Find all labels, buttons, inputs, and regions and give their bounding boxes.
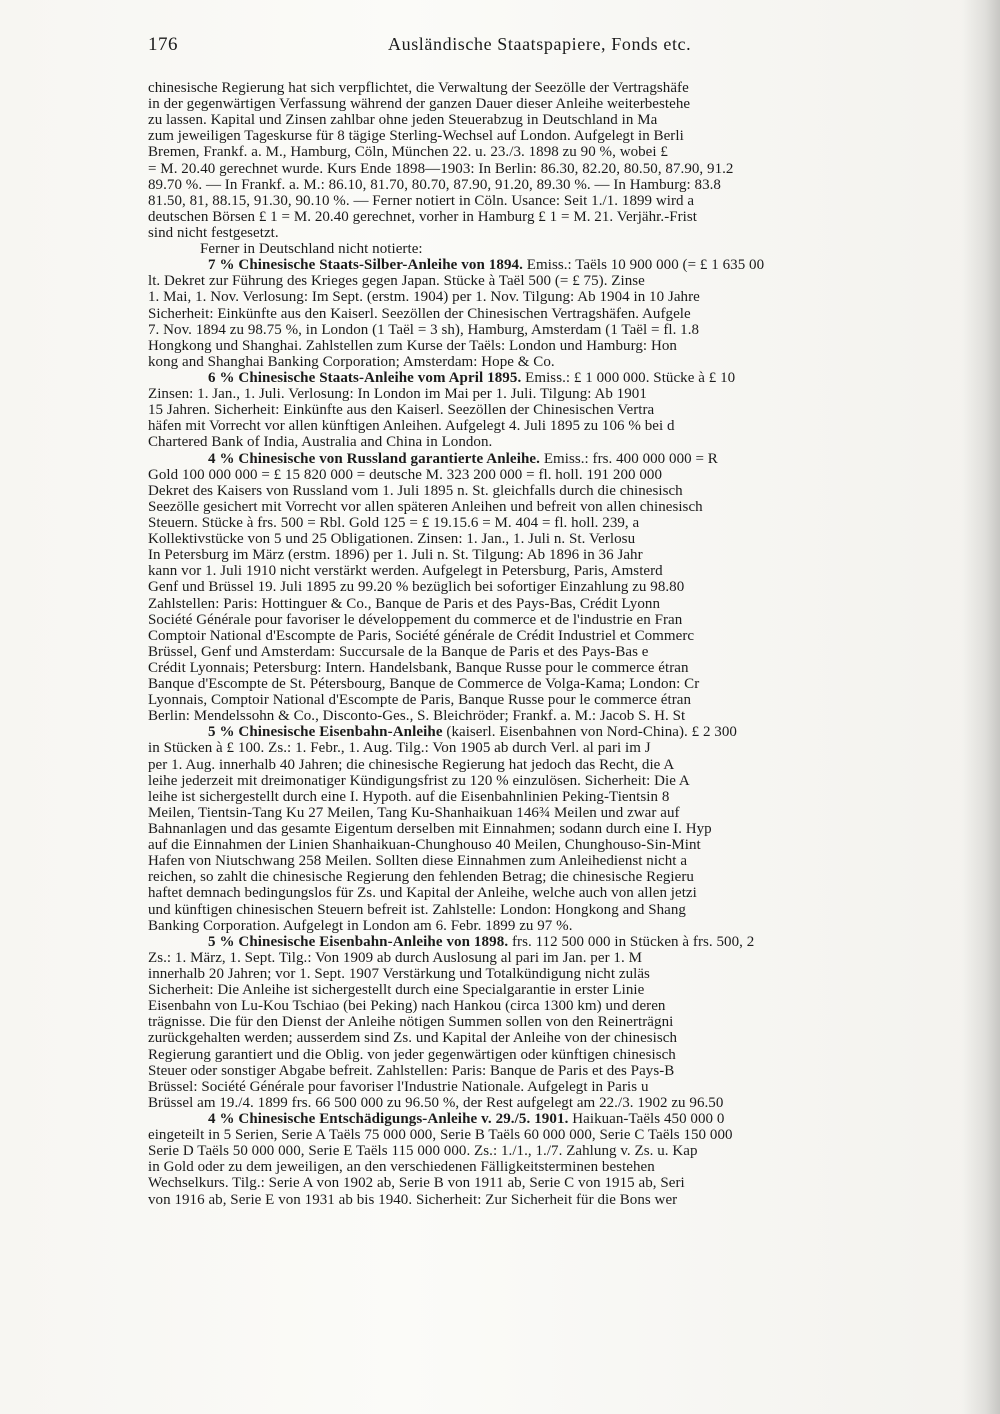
text-line bbox=[148, 177, 948, 193]
text-line bbox=[148, 193, 948, 209]
text-line bbox=[148, 225, 948, 241]
line-text: trägnisse. Die für den Dienst der Anleihe nötigen Summen sollen von den Reinerträgni bbox=[148, 1014, 674, 1031]
section-heading: 5 % Chinesische Eisenbahn-Anleihe bbox=[208, 724, 443, 741]
line-text: zu lassen. Kapital und Zinsen zahlbar ohne jeden Steuerabzug in Deutschland in Ma bbox=[148, 112, 658, 129]
text-line bbox=[148, 1063, 948, 1079]
line-text: Chartered Bank of India, Australia and China in London. bbox=[148, 434, 493, 451]
line-text: und künftigen chinesischen Steuern befreit ist. Zahlstelle: London: Hongkong and Shang bbox=[148, 901, 686, 918]
line-text: Zinsen: 1. Jan., 1. Juli. Verlosung: In London im Mai per 1. Juli. Tilgung: Ab 1901 bbox=[148, 386, 647, 403]
line-text: 15 Jahren. Sicherheit: Einkünfte aus den Kaiserl. Seezöllen der Chinesischen Vertra bbox=[148, 402, 655, 419]
text-line bbox=[148, 289, 948, 305]
line-text: Zs.: 1. März, 1. Sept. Tilg.: Von 1909 ab durch Auslosung al pari im Jan. per 1. M bbox=[148, 949, 642, 966]
text-line bbox=[148, 1047, 948, 1063]
text-line bbox=[148, 386, 948, 402]
line-text: 89.70 %. — In Frankf. a. M.: 86.10, 81.70, 80.70, 87.90, 91.20, 89.30 %. — In Hamburg: 83.8 bbox=[148, 176, 721, 193]
text-line bbox=[148, 531, 948, 547]
line-text: per 1. Aug. innerhalb 40 Jahren; die chinesische Regierung hat jedoch das Recht, die A bbox=[148, 756, 675, 773]
line-text: in der gegenwärtigen Verfassung während der ganzen Dauer dieser Anleihe weiterbestehe bbox=[148, 96, 691, 113]
text-line bbox=[148, 144, 948, 160]
section-heading-line bbox=[148, 1111, 948, 1127]
line-text: Eisenbahn von Lu-Kou Tschiao (bei Peking) nach Hankou (circa 1300 km) und deren bbox=[148, 998, 666, 1015]
line-text: Emiss.: £ 1 000 000. Stücke à £ 10 bbox=[521, 369, 736, 386]
text-line bbox=[148, 354, 948, 370]
line-text: Crédit Lyonnais; Petersburg: Intern. Handelsbank, Banque Russe pour le commerce étran bbox=[148, 659, 689, 676]
line-text: 1. Mai, 1. Nov. Verlosung: Im Sept. (erstm. 1904) per 1. Nov. Tilgung: Ab 1904 in 10 Jahre bbox=[148, 289, 700, 306]
text-line bbox=[148, 918, 948, 934]
line-text: Comptoir National d'Escompte de Paris, Société générale de Crédit Industriel et Commerc bbox=[148, 627, 695, 644]
section-heading-line bbox=[148, 451, 948, 467]
line-text: Zahlstellen: Paris: Hottinguer & Co., Banque de Paris et des Pays-Bas, Crédit Lyonn bbox=[148, 595, 660, 612]
line-text: In Petersburg im März (erstm. 1896) per 1. Juli n. St. Tilgung: Ab 1896 in 36 Jahr bbox=[148, 547, 643, 564]
line-text: in Gold oder zu dem jeweiligen, an den verschiedenen Fälligkeitsterminen bestehen bbox=[148, 1159, 655, 1176]
text-line bbox=[148, 209, 948, 225]
line-text: haftet demnach bedingungslos für Zs. und Kapital der Anleihe, welche auch von allen jetzi bbox=[148, 885, 697, 902]
text-line bbox=[148, 80, 948, 96]
line-text: Brüssel: Société Générale pour favoriser l'Industrie Nationale. Aufgelegt in Paris u bbox=[148, 1078, 649, 1095]
text-line bbox=[148, 966, 948, 982]
text-line bbox=[148, 950, 948, 966]
line-text: Ferner in Deutschland nicht notierte: bbox=[200, 241, 423, 258]
text-line bbox=[148, 96, 948, 112]
line-text: Steuern. Stücke à frs. 500 = Rbl. Gold 125 = £ 19.15.6 = M. 404 = fl. holl. 239, a bbox=[148, 514, 640, 531]
text-line bbox=[148, 1127, 948, 1143]
text-line bbox=[148, 902, 948, 918]
line-text: in Stücken à £ 100. Zs.: 1. Febr., 1. Aug. Tilg.: Von 1905 ab durch Verl. al pari im J bbox=[148, 740, 651, 757]
text-line bbox=[148, 515, 948, 531]
section-heading-line bbox=[148, 257, 948, 273]
line-text: Emiss.: Taëls 10 900 000 (= £ 1 635 00 bbox=[523, 257, 765, 274]
line-text: Serie D Taëls 50 000 000, Serie E Taëls 115 000 000. Zs.: 1./1., 1./7. Zahlung v. Zs. u. Kap bbox=[148, 1143, 698, 1160]
text-line bbox=[148, 837, 948, 853]
text-line bbox=[148, 499, 948, 515]
text-line bbox=[148, 322, 948, 338]
text-line bbox=[148, 402, 948, 418]
line-text: Banking Corporation. Aufgelegt in London am 6. Febr. 1899 zu 97 %. bbox=[148, 917, 573, 934]
section-heading: 4 % Chinesische von Russland garantierte Anleihe. bbox=[208, 450, 541, 467]
line-text: sind nicht festgesetzt. bbox=[148, 224, 279, 241]
line-text: 81.50, 81, 88.15, 91.30, 90.10 %. — Ferner notiert in Cöln. Usance: Seit 1./1. 1899 wird a bbox=[148, 192, 695, 209]
text-line bbox=[148, 644, 948, 660]
text-line bbox=[148, 418, 948, 434]
section-heading-line bbox=[148, 370, 948, 386]
text-line bbox=[148, 1175, 948, 1191]
line-text: von 1916 ab, Serie E von 1931 ab bis 1940. Sicherheit: Zur Sicherheit für die Bons wer bbox=[148, 1191, 678, 1208]
line-text: Berlin: Mendelssohn & Co., Disconto-Ges., S. Bleichröder; Frankf. a. M.: Jacob S. H. St bbox=[148, 708, 686, 725]
text-line bbox=[148, 338, 948, 354]
text-line bbox=[148, 692, 948, 708]
text-line bbox=[148, 563, 948, 579]
line-text: Regierung garantiert und die Oblig. von jeder gegenwärtigen oder künftigen chinesisch bbox=[148, 1046, 676, 1063]
line-text: (kaiserl. Eisenbahnen von Nord-China). £ 2 300 bbox=[442, 724, 737, 741]
line-text: Emiss.: frs. 400 000 000 = R bbox=[540, 450, 718, 467]
line-text: Banque d'Escompte de St. Pétersbourg, Banque de Commerce de Volga-Kama; London: Cr bbox=[148, 676, 700, 693]
line-text: chinesische Regierung hat sich verpflichtet, die Verwaltung der Seezölle der Vertragshäfe bbox=[148, 80, 689, 96]
line-text: eingeteilt in 5 Serien, Serie A Taëls 75 000 000, Serie B Taëls 60 000 000, Serie C Taëls 150 000 bbox=[148, 1127, 733, 1144]
text-line bbox=[148, 821, 948, 837]
line-text: kong and Shanghai Banking Corporation; Amsterdam: Hope & Co. bbox=[148, 353, 555, 370]
text-line bbox=[148, 273, 948, 289]
line-text: Brüssel am 19./4. 1899 frs. 66 500 000 zu 96.50 %, der Rest aufgelegt am 22./3. 1902 zu 96.50 bbox=[148, 1094, 724, 1111]
running-head: Ausländische Staatspapiere, Fonds etc. bbox=[388, 34, 692, 54]
line-text: Haikuan-Taëls 450 000 0 bbox=[568, 1111, 725, 1127]
line-text: Gold 100 000 000 = £ 15 820 000 = deutsche M. 323 200 000 = fl. holl. 191 200 000 bbox=[148, 466, 662, 483]
text-line bbox=[148, 1159, 948, 1175]
text-line bbox=[148, 1192, 948, 1208]
line-text: Hongkong und Shanghai. Zahlstellen zum Kurse der Taëls: London und Hamburg: Hon bbox=[148, 337, 677, 354]
text-line bbox=[148, 1095, 948, 1111]
text-line bbox=[148, 773, 948, 789]
text-line bbox=[148, 128, 948, 144]
line-text: zurückgehalten werden; ausserdem sind Zs. und Kapital der Anleihe von der chinesisch bbox=[148, 1030, 678, 1047]
section-heading: 4 % Chinesische Entschädigungs-Anleihe v. 29./5. 1901. bbox=[208, 1111, 569, 1127]
text-line bbox=[148, 869, 948, 885]
line-text: Seezölle gesichert mit Vorrecht vor allen späteren Anleihen und befreit von allen chinesisch bbox=[148, 498, 703, 515]
text-line bbox=[148, 112, 948, 128]
text-line bbox=[148, 628, 948, 644]
line-text: Kollektivstücke von 5 und 25 Obligationen. Zinsen: 1. Jan., 1. Juli n. St. Verlosu bbox=[148, 531, 636, 548]
text-line bbox=[148, 434, 948, 450]
body-text bbox=[148, 80, 948, 1390]
section-heading-line bbox=[148, 724, 948, 740]
line-text: deutschen Börsen £ 1 = M. 20.40 gerechnet, vorher in Hamburg £ 1 = M. 21. Verjähr.-Frist bbox=[148, 208, 698, 225]
line-text: = M. 20.40 gerechnet wurde. Kurs Ende 1898—1903: In Berlin: 86.30, 82.20, 80.50, 87.90, 91.2 bbox=[148, 160, 734, 177]
section-heading-line bbox=[148, 934, 948, 950]
line-text: leihe ist sichergestellt durch eine I. Hypoth. auf die Eisenbahnlinien Peking-Tientsin 8 bbox=[148, 788, 670, 805]
line-text: Lyonnais, Comptoir National d'Escompte de Paris, Banque Russe pour le commerce étran bbox=[148, 692, 692, 709]
line-text: innerhalb 20 Jahren; vor 1. Sept. 1907 Verstärkung und Totalkündigung nicht zuläs bbox=[148, 966, 650, 983]
text-line bbox=[148, 241, 948, 257]
text-line bbox=[148, 853, 948, 869]
page-header bbox=[148, 34, 948, 60]
line-text: zum jeweiligen Tageskurse für 8 tägige Sterling-Wechsel auf London. Aufgelegt in Berli bbox=[148, 128, 684, 145]
line-text: Société Générale pour favoriser le développement du commerce et de l'industrie en Fran bbox=[148, 611, 683, 628]
line-text: 7. Nov. 1894 zu 98.75 %, in London (1 Taël = 3 sh), Hamburg, Amsterdam (1 Taël = fl. 1.8 bbox=[148, 321, 700, 338]
text-line bbox=[148, 467, 948, 483]
line-text: auf die Einnahmen der Linien Shanhaikuan-Chunghouso 40 Meilen, Chunghouso-Sin-Mint bbox=[148, 837, 701, 854]
text-line bbox=[148, 306, 948, 322]
line-text: häfen mit Vorrecht vor allen künftigen Anleihen. Aufgelegt 4. Juli 1895 zu 106 % bei d bbox=[148, 418, 675, 435]
section-heading: 5 % Chinesische Eisenbahn-Anleihe von 1898. bbox=[208, 933, 509, 950]
line-text: Bremen, Frankf. a. M., Hamburg, Cöln, München 22. u. 23./3. 1898 zu 90 %, wobei £ bbox=[148, 144, 668, 161]
text-line bbox=[148, 596, 948, 612]
section-heading: 6 % Chinesische Staats-Anleihe vom April 1895. bbox=[208, 369, 522, 386]
line-text: Sicherheit: Die Anleihe ist sichergestellt durch eine Specialgarantie in erster Linie bbox=[148, 982, 645, 999]
line-text: Steuer oder sonstiger Abgabe befreit. Zahlstellen: Paris: Banque de Paris et des Pays-B bbox=[148, 1062, 675, 1079]
text-line bbox=[148, 740, 948, 756]
section-heading: 7 % Chinesische Staats-Silber-Anleihe von 1894. bbox=[208, 257, 523, 274]
line-text: Hafen von Niutschwang 258 Meilen. Sollten diese Einnahmen zum Anleihedienst nicht a bbox=[148, 853, 688, 870]
text-line bbox=[148, 1030, 948, 1046]
line-text: reichen, so zahlt die chinesische Regierung den fehlenden Betrag; die chinesische Regieru bbox=[148, 869, 694, 886]
text-line bbox=[148, 885, 948, 901]
text-line bbox=[148, 1079, 948, 1095]
line-text: Dekret des Kaisers von Russland vom 1. Juli 1895 n. St. gleichfalls durch die chinesisch bbox=[148, 482, 683, 499]
text-line bbox=[148, 676, 948, 692]
line-text: kann vor 1. Juli 1910 nicht verstärkt werden. Aufgelegt in Petersburg, Paris, Amsterd bbox=[148, 563, 663, 580]
page-number: 176 bbox=[148, 34, 178, 55]
page-edge-shadow bbox=[962, 0, 1000, 1414]
line-text: Meilen, Tientsin-Tang Ku 27 Meilen, Tang Ku-Shanhaikuan 146¾ Meilen und zwar auf bbox=[148, 804, 680, 821]
line-text: Sicherheit: Einkünfte aus den Kaiserl. Seezöllen der Chinesischen Vertragshäfen. Aufgele bbox=[148, 305, 691, 322]
line-text: Genf und Brüssel 19. Juli 1895 zu 99.20 % bezüglich bei sofortiger Einzahlung zu 98.80 bbox=[148, 579, 685, 596]
text-line bbox=[148, 161, 948, 177]
line-text: frs. 112 500 000 in Stücken à frs. 500, 2 bbox=[508, 933, 755, 950]
text-line bbox=[148, 789, 948, 805]
line-text: Wechselkurs. Tilg.: Serie A von 1902 ab, Serie B von 1911 ab, Serie C von 1915 ab, Seri bbox=[148, 1175, 685, 1192]
line-text: leihe jederzeit mit dreimonatiger Kündigungsfrist zu 120 % einzulösen. Sicherheit: Die A bbox=[148, 772, 690, 789]
text-line bbox=[148, 1014, 948, 1030]
text-line bbox=[148, 660, 948, 676]
line-text: Brüssel, Genf und Amsterdam: Succursale de la Banque de Paris et des Pays-Bas e bbox=[148, 643, 649, 660]
text-line bbox=[148, 483, 948, 499]
text-line bbox=[148, 547, 948, 563]
text-line bbox=[148, 757, 948, 773]
text-line bbox=[148, 982, 948, 998]
text-line bbox=[148, 612, 948, 628]
text-line bbox=[148, 708, 948, 724]
line-text: Bahnanlagen und das gesamte Eigentum derselben mit Einnahmen; sodann durch eine I. Hyp bbox=[148, 821, 712, 838]
text-line bbox=[148, 1143, 948, 1159]
text-line bbox=[148, 579, 948, 595]
text-line bbox=[148, 998, 948, 1014]
text-line bbox=[148, 805, 948, 821]
line-text: lt. Dekret zur Führung des Krieges gegen Japan. Stücke à Taël 500 (= £ 75). Zinse bbox=[148, 273, 645, 290]
